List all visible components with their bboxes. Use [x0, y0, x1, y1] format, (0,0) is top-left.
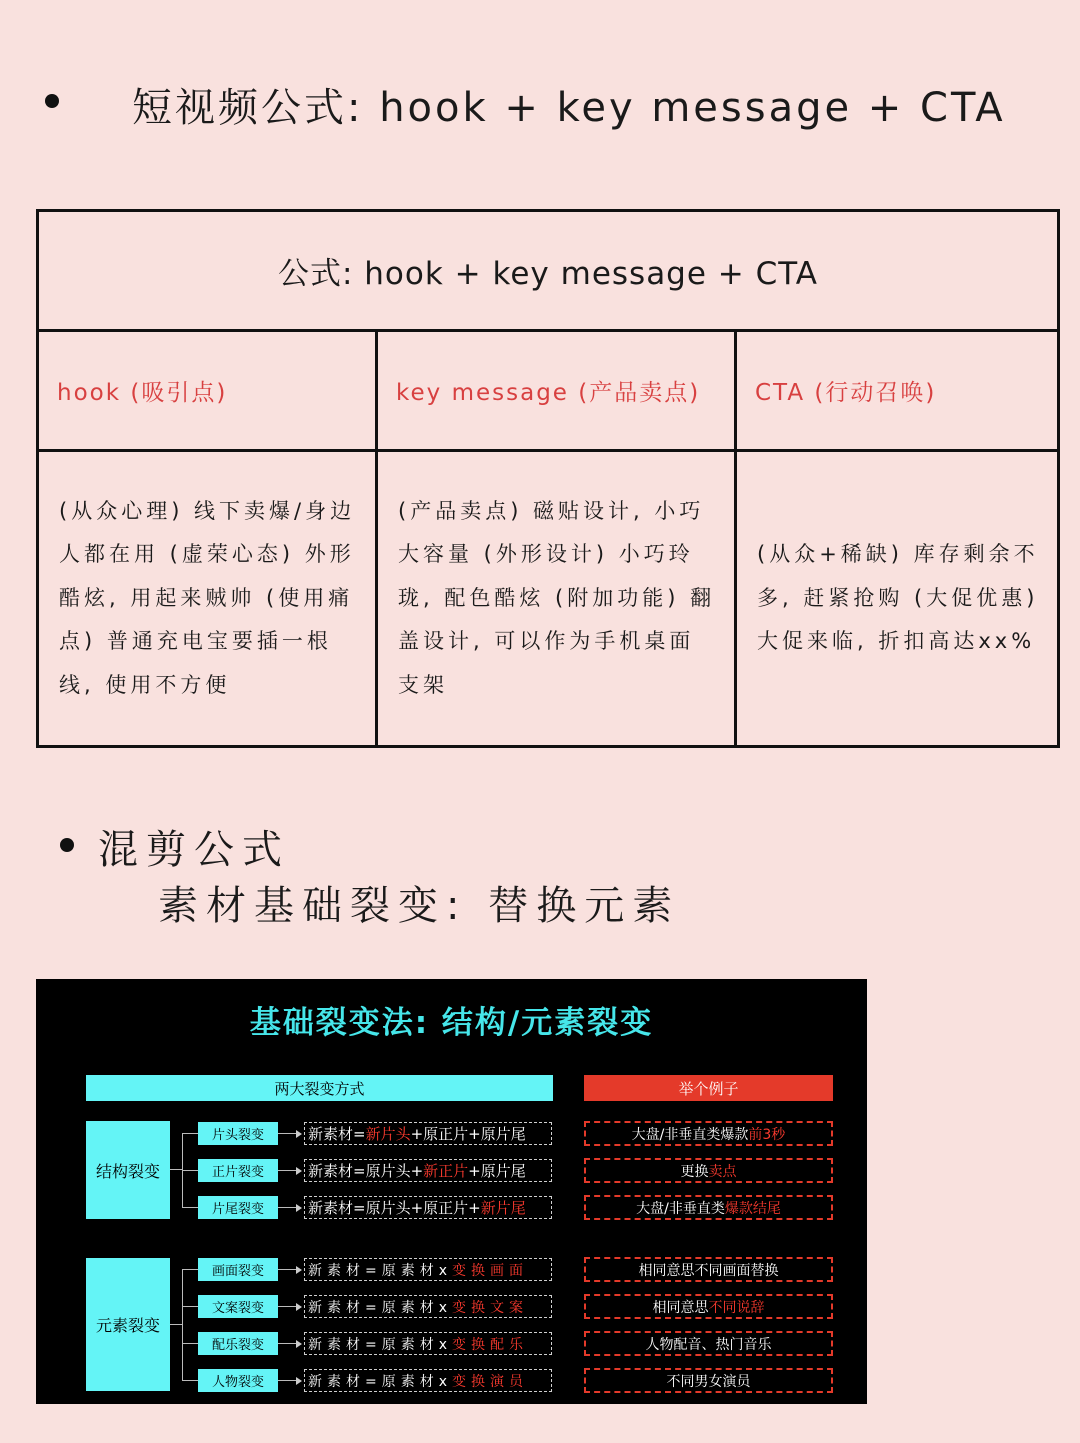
column-body: (产品卖点) 磁贴设计, 小巧大容量 (外形设计) 小巧玲珑, 配色酷炫 (附加功能) 翻盖设计, 可以作为手机桌面支架: [398, 498, 716, 697]
fission-formula: [304, 1295, 552, 1318]
subheading-material-fission: 素材基础裂变: 替换元素: [158, 883, 681, 929]
example-box: [584, 1121, 833, 1146]
element-fission-label: 元素裂变: [86, 1258, 170, 1391]
formula-highlight: 变换演员: [452, 1373, 529, 1390]
example-text: 大盘/非垂直类爆款: [631, 1126, 749, 1143]
formula-highlight: 变换配乐: [452, 1336, 529, 1353]
structure-fission-label: 结构裂变: [86, 1121, 170, 1219]
example-text: 不同男女演员: [666, 1373, 751, 1390]
fission-formula: [304, 1258, 552, 1281]
column-body: (从众心理) 线下卖爆/身边人都在用 (虚荣心态) 外形酷炫, 用起来贼帅 (使用痛点) 普通充电宝要插一根线, 使用不方便: [59, 498, 356, 697]
example-text: 相同意思不同画面替换: [638, 1262, 779, 1279]
heading-short-video-formula: 短视频公式: hook + key message + CTA: [132, 85, 1006, 131]
bullet-dot: [45, 94, 59, 108]
example-box: [584, 1368, 833, 1393]
connector-line: [182, 1306, 198, 1307]
fission-formula: [304, 1369, 552, 1392]
formula-highlight: 变换画面: [452, 1262, 529, 1279]
connector-line: [278, 1306, 296, 1307]
arrow-icon: [296, 1167, 302, 1175]
heading-mix-cut-formula: 混剪公式: [98, 827, 290, 873]
formula-text: 新素材=原素材x: [308, 1299, 453, 1316]
fission-type-label: 文案裂变: [198, 1295, 278, 1318]
example-highlight: 卖点: [708, 1163, 737, 1180]
formula-text: 新素材=原片头+原正片+: [308, 1199, 481, 1217]
arrow-icon: [296, 1303, 302, 1311]
connector-line: [278, 1343, 296, 1344]
column-hook: [39, 332, 378, 745]
column-body: (从众+稀缺) 库存剩余不多, 赶紧抢购 (大促优惠) 大促来临, 折扣高达xx%: [757, 542, 1039, 654]
formula-highlight: 变换文案: [452, 1299, 529, 1316]
connector-line: [278, 1380, 296, 1381]
column-header: CTA (行动召唤): [737, 332, 1057, 452]
connector-line: [278, 1170, 296, 1171]
fission-type-label: 画面裂变: [198, 1258, 278, 1281]
connector-line: [278, 1269, 296, 1270]
column-cta: [737, 332, 1057, 745]
example-box: [584, 1195, 833, 1220]
example-highlight: 爆款结尾: [724, 1200, 781, 1217]
example-box: [584, 1331, 833, 1356]
column-key-message: [378, 332, 737, 745]
connector-line: [182, 1207, 198, 1208]
arrow-icon: [296, 1340, 302, 1348]
fission-formula: [304, 1332, 552, 1355]
connector-line: [170, 1324, 182, 1325]
example-text: 更换: [680, 1163, 709, 1180]
formula-highlight: 新正片: [423, 1162, 469, 1180]
example-text: 大盘/非垂直类: [636, 1200, 725, 1217]
connector-line: [182, 1343, 198, 1344]
example-text: 人物配音、热门音乐: [645, 1336, 772, 1353]
formula-text: 新素材=原素材x: [308, 1336, 453, 1353]
example-text: 相同意思: [652, 1299, 709, 1316]
fission-type-label: 片头裂变: [198, 1122, 278, 1145]
left-header-bar: 两大裂变方式: [86, 1075, 553, 1101]
arrow-icon: [296, 1377, 302, 1385]
example-box: [584, 1158, 833, 1183]
connector-line: [170, 1169, 182, 1170]
fission-type-label: 正片裂变: [198, 1159, 278, 1182]
formula-table-title: 公式: hook + key message + CTA: [39, 212, 1057, 332]
formula-text: +原片尾: [468, 1162, 526, 1180]
example-highlight: 前3秒: [748, 1126, 786, 1143]
fission-type-label: 片尾裂变: [198, 1196, 278, 1219]
column-header: hook (吸引点): [39, 332, 375, 452]
example-highlight: 不同说辞: [708, 1299, 765, 1316]
example-box: [584, 1257, 833, 1282]
fission-method-graphic: [36, 979, 867, 1404]
formula-text: 新素材=原片头+: [308, 1162, 424, 1180]
formula-table: [36, 209, 1060, 748]
connector-line: [278, 1133, 296, 1134]
example-box: [584, 1294, 833, 1319]
connector-line: [182, 1380, 198, 1381]
formula-text: 新素材=原素材x: [308, 1262, 453, 1279]
fission-type-label: 配乐裂变: [198, 1332, 278, 1355]
connector-line: [182, 1269, 183, 1380]
fission-formula: [304, 1122, 552, 1145]
connector-line: [182, 1133, 198, 1134]
fission-formula: [304, 1196, 552, 1219]
column-header: key message (产品卖点): [378, 332, 734, 452]
formula-text: 新素材=原素材x: [308, 1373, 453, 1390]
arrow-icon: [296, 1266, 302, 1274]
formula-text: 新素材=: [308, 1125, 366, 1143]
fission-type-label: 人物裂变: [198, 1369, 278, 1392]
formula-highlight: 新片尾: [480, 1199, 526, 1217]
fission-formula: [304, 1159, 552, 1182]
connector-line: [182, 1170, 198, 1171]
formula-text: +原正片+原片尾: [410, 1125, 526, 1143]
arrow-icon: [296, 1204, 302, 1212]
connector-line: [278, 1207, 296, 1208]
formula-highlight: 新片头: [365, 1125, 411, 1143]
right-header-bar: 举个例子: [584, 1075, 833, 1101]
arrow-icon: [296, 1130, 302, 1138]
connector-line: [182, 1269, 198, 1270]
bullet-dot: [60, 838, 74, 852]
graphic-title: 基础裂变法: 结构/元素裂变: [249, 1005, 654, 1041]
